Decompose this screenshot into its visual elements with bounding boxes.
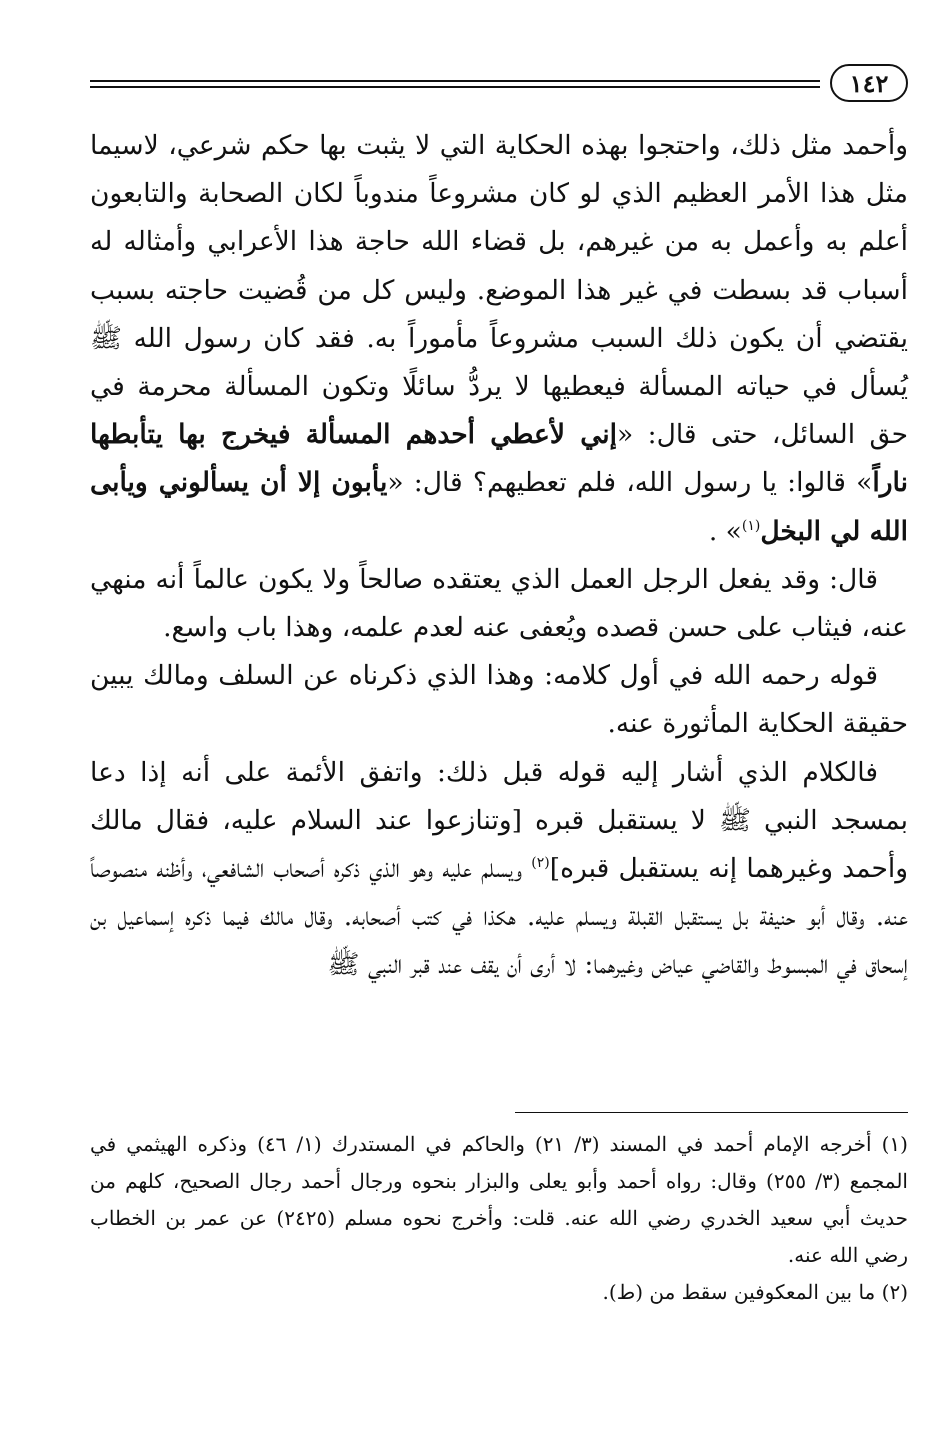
hadith-quote-1: إني لأعطي أحدهم المسألة فيخرج بها يتأبطها ناراً <box>90 419 908 499</box>
paragraph-3: قوله رحمه الله في أول كلامه: وهذا الذي ذكرناه عن السلف ومالك يبين حقيقة الحكاية المأثورة عنه. <box>90 660 908 740</box>
paragraph-1: وأحمد مثل ذلك، واحتجوا بهذه الحكاية التي لا يثبت بها حكم شرعي، لاسيما مثل هذا الأمر العظيم الذي لو كان مشروعاً مندوباً لكان الصحابة والتابعون أعلم به وأعمل به من غيرهم، بل قضاء الله حاجة هذا الأعرابي وأمثاله له أسباب قد بسطت في غير هذا الموضع. وليس كل من قُضيت حاجته بسبب يقتضي أن يكون ذلك السبب مشروعاً مأموراً به. فقد كان رسول الله ﷺ يُسأل في حياته المسألة فيعطيها لا يردُّ سائلًا وتكون المسألة محرمة في حق السائل، حتى قال: «إني لأعطي أحدهم المسألة فيخرج بها يتأبطها ناراً» قالوا: يا رسول الله، فلم تعطيهم؟ قال: «يأبون إلا أن يسألوني ويأبى الله لي البخل$^{(١)}$» . <box>90 130 908 547</box>
footnote-separator <box>515 1112 908 1113</box>
hadith-quote-2: يأبون إلا أن يسألوني ويأبى الله لي البخل <box>90 467 908 547</box>
footnote-1: (١) أخرجه الإمام أحمد في المسند (٣/ ٢١) والحاكم في المستدرك (١/ ٤٦) وذكره الهيثمي في المجمع (٣/ ٢٥٥) وقال: رواه أحمد وأبو يعلى والبزار بنحوه ورجال أحمد رجال الصحيح، كلهم من حديث أبي سعيد الخدري رضي الله عنه. قلت: وأخرج نحوه مسلم (٢٤٢٥) عن عمر بن الخطاب رضي الله عنه. <box>90 1132 908 1267</box>
footnote-ref-2[interactable]: (٢) <box>531 855 550 872</box>
running-header <box>90 62 908 112</box>
footnotes <box>90 1126 908 1311</box>
footnote-ref-1[interactable]: (١) <box>741 517 761 534</box>
main-text <box>90 122 908 990</box>
paragraph-2: قال: وقد يفعل الرجل العمل الذي يعتقده صالحاً ولا يكون عالماً أنه منهي عنه، فيثاب على حسن قصده ويُعفى عنه لعدم علمه، وهذا باب واسع. <box>90 563 908 644</box>
footnote-2: (٢) ما بين المعكوفين سقط من (ط). <box>602 1280 908 1304</box>
page-number: ١٤٢ <box>830 64 908 102</box>
header-rule-bottom <box>90 86 820 88</box>
header-rule-top <box>90 80 820 82</box>
paragraph-4: فالكلام الذي أشار إليه قوله قبل ذلك: واتفق الأئمة على أنه إذا دعا بمسجد النبي ﷺ لا يستقبل قبره [وتنازعوا عند السلام عليه، فقال مالك وأحمد وغيرهما إنه يستقبل قبره]$^{(٢)}$ ويسلم عليه وهو الذي ذكره أصحاب الشافعي، وأظنه منصوصاً عنه. وقال أبو حنيفة بل يستقبل القبلة ويسلم عليه. هكذا في كتب أصحابه. وقال مالك فيما ذكره إسماعيل بن إسحاق في المبسوط والقاضي عياض وغيرهما: لا أرى أن يقف عند قبر النبي ﷺ <box>90 756 909 981</box>
